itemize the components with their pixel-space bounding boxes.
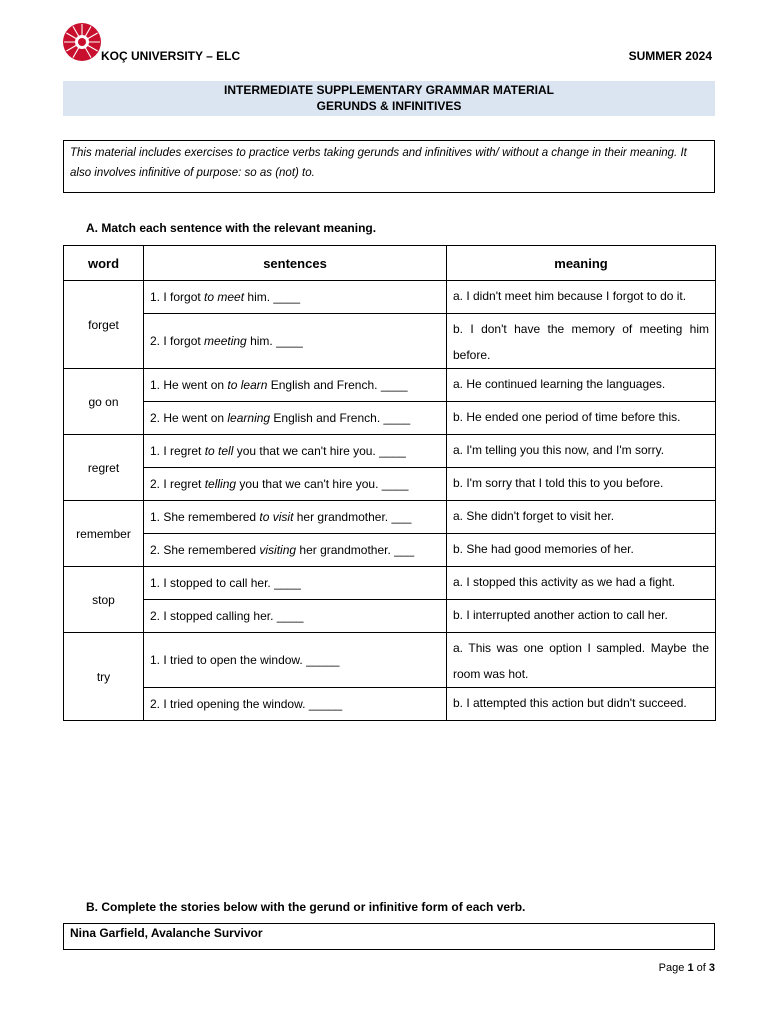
- meaning-text: b. She had good memories of her.: [453, 542, 634, 556]
- table-row: [64, 534, 716, 567]
- sentence-text: 1. He went on: [150, 378, 228, 392]
- meaning-text: a. She didn't forget to visit her.: [453, 509, 615, 523]
- table-row: [64, 369, 716, 402]
- page-word: Page: [658, 962, 685, 974]
- sentence-verb-form: meeting: [204, 334, 247, 348]
- sentence-verb-form: to learn: [227, 378, 268, 392]
- sentence-text: him. ____: [246, 334, 303, 348]
- organization-name: KOÇ UNIVERSITY – ELC: [101, 49, 241, 63]
- table-row: [64, 435, 716, 468]
- table-row: [64, 567, 716, 600]
- word-cell: forget: [64, 281, 144, 369]
- meaning-cell: [447, 281, 716, 314]
- sentence-verb-form: to visit: [259, 510, 294, 524]
- column-header: sentences: [144, 246, 447, 281]
- word-cell: stop: [64, 567, 144, 633]
- meaning-cell: [447, 688, 716, 721]
- table-row: [64, 600, 716, 633]
- sentence-text: 1. She remembered: [150, 510, 260, 524]
- meaning-cell: [447, 567, 716, 600]
- meaning-cell: [447, 501, 716, 534]
- sentence-cell: [144, 314, 447, 369]
- page-current: 1: [687, 962, 694, 974]
- table-row: [64, 501, 716, 534]
- meaning-text: b. I'm sorry that I told this to you before.: [453, 476, 664, 490]
- meaning-cell: [447, 534, 716, 567]
- sentence-cell: [144, 688, 447, 721]
- sentence-cell: [144, 534, 447, 567]
- meaning-text: b. He ended one period of time before this.: [453, 410, 681, 424]
- word-cell: go on: [64, 369, 144, 435]
- matching-table: [63, 245, 716, 721]
- sentence-text: 1. I forgot: [150, 290, 205, 304]
- meaning-cell: [447, 314, 716, 369]
- matching-table-body: [64, 281, 716, 721]
- column-header: word: [64, 246, 144, 281]
- sentence-text: 2. I regret: [150, 477, 205, 491]
- koc-university-logo: [62, 22, 102, 62]
- sentence-cell: [144, 633, 447, 688]
- document-title: [63, 81, 715, 116]
- meaning-text: a. I'm telling you this now, and I'm sorry.: [453, 443, 665, 457]
- column-header: meaning: [447, 246, 716, 281]
- sentence-verb-form: telling: [204, 477, 237, 491]
- story-title-box: Nina Garfield, Avalanche Survivor: [63, 923, 715, 950]
- sentence-text: 2. I tried opening the window. _____: [150, 697, 343, 711]
- page-number: [659, 962, 715, 974]
- sentence-text: 2. I forgot: [150, 334, 205, 348]
- meaning-text: b. I interrupted another action to call her.: [453, 608, 668, 622]
- table-row: [64, 281, 716, 314]
- sentence-cell: [144, 567, 447, 600]
- sentence-verb-form: to tell: [204, 444, 234, 458]
- meaning-text: b. I don't have the memory of meeting him before.: [453, 322, 709, 362]
- table-row: [64, 468, 716, 501]
- word-cell: regret: [64, 435, 144, 501]
- word-cell: remember: [64, 501, 144, 567]
- sentence-text: 2. I stopped calling her. ____: [150, 609, 304, 623]
- sentence-cell: [144, 468, 447, 501]
- table-row: [64, 688, 716, 721]
- sentence-text: her grandmother. ___: [296, 543, 415, 557]
- meaning-cell: [447, 468, 716, 501]
- meaning-text: a. I stopped this activity as we had a fight.: [453, 575, 676, 589]
- sentence-cell: [144, 435, 447, 468]
- meaning-cell: [447, 402, 716, 435]
- sentence-verb-form: learning: [227, 411, 271, 425]
- section-b-heading: B. Complete the stories below with the gerund or infinitive form of each verb.: [86, 900, 526, 914]
- sentence-text: English and French. ____: [267, 378, 408, 392]
- meaning-text: b. I attempted this action but didn't succeed.: [453, 696, 687, 710]
- word-cell: try: [64, 633, 144, 721]
- meaning-cell: [447, 633, 716, 688]
- table-row: [64, 633, 716, 688]
- title-line-2: GERUNDS & INFINITIVES: [316, 99, 462, 113]
- meaning-cell: [447, 435, 716, 468]
- of-word: of: [696, 962, 706, 974]
- sentence-text: 1. I regret: [150, 444, 205, 458]
- page-total: 3: [708, 962, 715, 974]
- sentence-text: him. ____: [244, 290, 301, 304]
- sentence-text: 1. I stopped to call her. ____: [150, 576, 301, 590]
- meaning-cell: [447, 600, 716, 633]
- meaning-cell: [447, 369, 716, 402]
- term-label: SUMMER 2024: [628, 49, 712, 63]
- table-row: [64, 314, 716, 369]
- title-line-1: INTERMEDIATE SUPPLEMENTARY GRAMMAR MATERIAL: [224, 83, 554, 97]
- sentence-verb-form: visiting: [259, 543, 297, 557]
- section-a-heading: A. Match each sentence with the relevant meaning.: [86, 221, 377, 235]
- sentence-text: 2. He went on: [150, 411, 228, 425]
- intro-box: This material includes exercises to practice verbs taking gerunds and infinitives with/ without a change in their meaning. It also involves infinitive of purpose: so as (not) to.: [63, 140, 715, 193]
- sentence-cell: [144, 281, 447, 314]
- sentence-text: 1. I tried to open the window. _____: [150, 653, 340, 667]
- meaning-text: a. I didn't meet him because I forgot to do it.: [453, 289, 687, 303]
- sentence-cell: [144, 402, 447, 435]
- sentence-cell: [144, 501, 447, 534]
- sentence-cell: [144, 600, 447, 633]
- sentence-text: you that we can't hire you. ____: [236, 477, 409, 491]
- sentence-text: you that we can't hire you. ____: [233, 444, 406, 458]
- meaning-text: a. He continued learning the languages.: [453, 377, 666, 391]
- sentence-text: English and French. ____: [270, 411, 411, 425]
- meaning-text: a. This was one option I sampled. Maybe the room was hot.: [453, 641, 709, 681]
- sentence-text: 2. She remembered: [150, 543, 260, 557]
- sentence-cell: [144, 369, 447, 402]
- table-row: [64, 402, 716, 435]
- table-header-row: [64, 246, 716, 281]
- sentence-verb-form: to meet: [204, 290, 245, 304]
- sentence-text: her grandmother. ___: [293, 510, 412, 524]
